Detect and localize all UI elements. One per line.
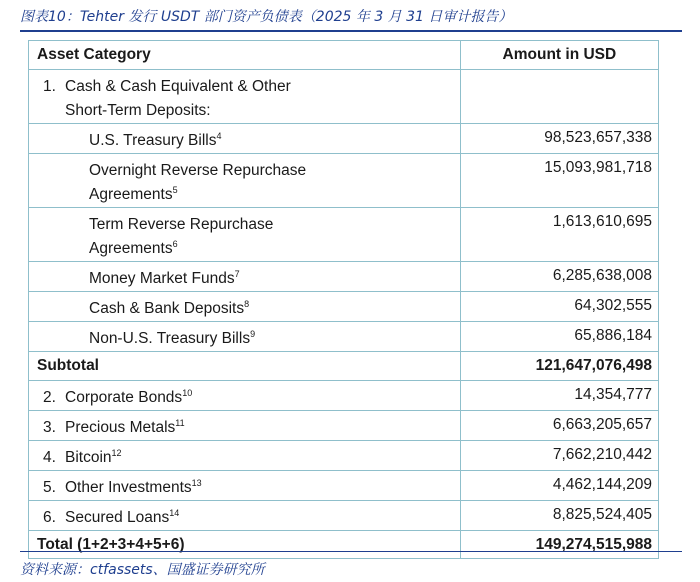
footnote-mark: 9 [250,329,256,339]
header-amount-usd: Amount in USD [460,41,658,70]
category-label: Other Investments [65,479,192,496]
footnote-mark: 8 [244,299,250,309]
row-number: 1. [43,78,56,95]
subtotal-row [29,352,659,381]
source-divider [20,551,682,552]
category-cell [29,501,461,531]
category-label-line2: Agreements [89,186,173,203]
amount-cell: 14,354,777 [460,381,658,411]
category-label-line2: Agreements [89,240,173,257]
amount-cell: 7,662,210,442 [460,441,658,471]
category-label: U.S. Treasury Bills [89,132,217,149]
amount-cell: 64,302,555 [460,292,658,322]
table-row [29,292,659,322]
category-cell [29,441,461,471]
table-row [29,471,659,501]
amount-cell: 8,825,524,405 [460,501,658,531]
row-number: 3. [43,419,56,436]
row-number: 6. [43,509,56,526]
category-cell [29,70,461,124]
category-label: Corporate Bonds [65,389,183,406]
amount-cell: 1,613,610,695 [460,208,658,262]
caption-divider [20,30,682,32]
amount-cell: 98,523,657,338 [460,124,658,154]
table-row [29,124,659,154]
category-cell [29,208,461,262]
category-label: Cash & Bank Deposits [89,300,245,317]
category-cell [29,322,461,352]
category-label: Bitcoin [65,449,112,466]
row-number: 4. [43,449,56,466]
footnote-mark: 11 [175,418,185,428]
amount-cell: 6,663,205,657 [460,411,658,441]
amount-cell: 15,093,981,718 [460,154,658,208]
balance-sheet-table [28,40,659,559]
header-asset-category: Asset Category [29,41,461,70]
table-header-row [29,41,659,70]
figure-caption: 图表10：Tehter 发行 USDT 部门资产负债表（2025 年 3 月 31 日审计报告） [20,9,513,25]
footnote-mark: 13 [191,478,202,488]
table-row [29,381,659,411]
category-label: Overnight Reverse Repurchase [89,162,307,179]
total-amount: 149,274,515,988 [460,531,658,559]
category-label: Cash & Cash Equivalent & Other [65,78,291,95]
category-label: Secured Loans [65,509,170,526]
footnote-mark: 4 [216,131,222,141]
footnote-mark: 12 [111,448,122,458]
category-cell [29,292,461,322]
table-row [29,322,659,352]
table-row [29,208,659,262]
category-cell [29,154,461,208]
row-number: 5. [43,479,56,496]
footnote-mark: 5 [172,185,178,195]
row-number: 2. [43,389,56,406]
amount-cell: 6,285,638,008 [460,262,658,292]
table-row [29,154,659,208]
footnote-mark: 14 [169,508,180,518]
total-label: Total (1+2+3+4+5+6) [29,531,461,559]
amount-cell: 4,462,144,209 [460,471,658,501]
category-cell [29,262,461,292]
subtotal-label: Subtotal [29,352,461,381]
category-label: Money Market Funds [89,270,235,287]
category-label-line2: Short-Term Deposits: [65,102,211,119]
total-row [29,531,659,559]
category-cell [29,471,461,501]
table-row [29,262,659,292]
subtotal-amount: 121,647,076,498 [460,352,658,381]
table-row [29,70,659,124]
category-cell [29,124,461,154]
amount-cell: 65,886,184 [460,322,658,352]
footnote-mark: 7 [234,269,240,279]
category-label: Term Reverse Repurchase [89,216,274,233]
footnote-mark: 6 [172,239,178,249]
source-note: 资料来源：ctfassets、国盛证券研究所 [20,562,265,578]
category-cell [29,411,461,441]
table-row [29,411,659,441]
amount-cell [460,70,658,124]
table-row [29,441,659,471]
category-cell [29,381,461,411]
table-row [29,501,659,531]
footnote-mark: 10 [182,388,193,398]
category-label: Precious Metals [65,419,176,436]
category-label: Non-U.S. Treasury Bills [89,330,251,347]
